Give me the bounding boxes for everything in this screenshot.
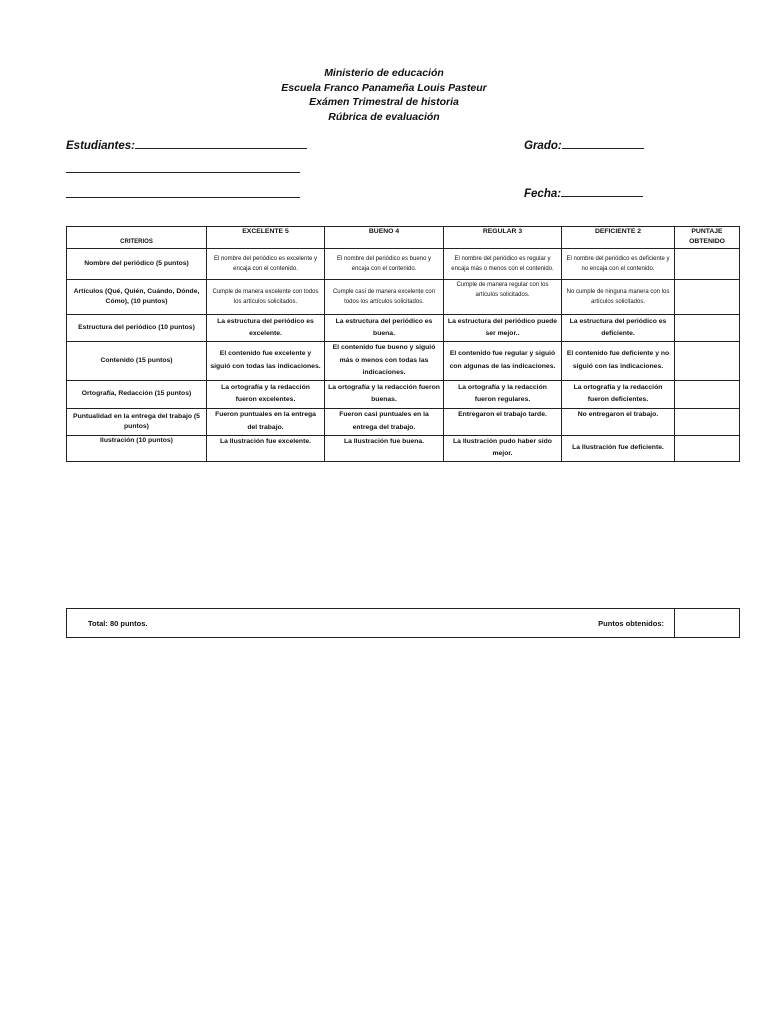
regular-cell: El nombre del periódico es regular y encaja más o menos con el contenido. <box>444 249 562 280</box>
grade-label: Grado: <box>524 140 562 152</box>
good-cell: Fueron casi puntuales en la entrega del trabajo. <box>325 408 444 435</box>
criterion-cell: Estructura del periódico (10 puntos) <box>67 315 207 342</box>
table-row <box>67 380 740 408</box>
students-extra-line-2[interactable] <box>66 197 300 198</box>
grade-field <box>524 138 644 152</box>
date-field <box>524 186 643 200</box>
points-obtained-label: Puntos obtenidos: <box>598 618 664 628</box>
excellent-cell: La Ilustración fue excelente. <box>207 435 325 461</box>
criterion-cell: Ilustración (10 puntos) <box>67 435 207 461</box>
ministry-title: Ministerio de educación <box>324 67 444 79</box>
students-label: Estudiantes: <box>66 140 136 152</box>
excellent-cell: La estructura del periódico es excelente. <box>207 315 325 342</box>
points-obtained-cell[interactable] <box>675 609 740 638</box>
good-cell: La Ilustración fue buena. <box>325 435 444 461</box>
score-cell[interactable] <box>675 249 740 280</box>
exam-title: Exámen Trimestral de historia <box>309 96 459 108</box>
deficient-cell: El contenido fue deficiente y no siguió con las indicaciones. <box>562 342 675 381</box>
table-row <box>67 435 740 461</box>
good-cell: La estructura del periódico es buena. <box>325 315 444 342</box>
students-field <box>66 138 307 152</box>
score-cell[interactable] <box>675 435 740 461</box>
good-cell: El nombre del periódico es bueno y encaja con el contenido. <box>325 249 444 280</box>
deficient-cell: La ortografía y la redacción fueron deficientes. <box>562 380 675 408</box>
rubric-title: Rúbrica de evaluación <box>328 110 440 123</box>
rubric-table <box>66 226 740 462</box>
score-cell[interactable] <box>675 342 740 381</box>
regular-header: REGULAR 3 <box>444 227 562 249</box>
date-label: Fecha: <box>524 188 562 200</box>
total-label-cell <box>67 609 675 638</box>
excellent-cell: La ortografía y la redacción fueron excelentes. <box>207 380 325 408</box>
excellent-cell: Cumple de manera excelente con todos los artículos solicitados. <box>207 280 325 315</box>
deficient-cell: El nombre del periódico es deficiente y no encaja con el contenido. <box>562 249 675 280</box>
header-row <box>67 227 740 249</box>
total-table <box>66 608 740 638</box>
score-cell[interactable] <box>675 315 740 342</box>
deficient-cell: La estructura del periódico es deficiente. <box>562 315 675 342</box>
criterion-cell: Nombre del periódico (5 puntos) <box>67 249 207 280</box>
total-row <box>67 609 740 638</box>
students-input-line[interactable] <box>135 138 307 149</box>
deficient-header: DEFICIENTE 2 <box>562 227 675 249</box>
criterion-cell: Ortografía, Redacción (15 puntos) <box>67 380 207 408</box>
deficient-cell: No entregaron el trabajo. <box>562 408 675 435</box>
grade-input-line[interactable] <box>562 138 644 149</box>
good-cell: La ortografía y la redacción fueron buenas. <box>325 380 444 408</box>
score-cell[interactable] <box>675 380 740 408</box>
excellent-cell: El contenido fue excelente y siguió con todas las indicaciones. <box>207 342 325 381</box>
score-cell[interactable] <box>675 280 740 315</box>
criterion-cell: Contenido (15 puntos) <box>67 342 207 381</box>
good-cell: El contenido fue bueno y siguió más o menos con todas las indicaciones. <box>325 342 444 381</box>
table-row <box>67 315 740 342</box>
criteria-header: CRITERIOS <box>67 227 207 249</box>
students-extra-line-1[interactable] <box>66 172 300 173</box>
deficient-cell: La Ilustración fue deficiente. <box>562 435 675 461</box>
score-cell[interactable] <box>675 408 740 435</box>
excellent-cell: Fueron puntuales en la entrega del trabajo. <box>207 408 325 435</box>
score-header: PUNTAJE OBTENIDO <box>675 227 740 249</box>
criterion-cell: Artículos (Qué, Quién, Cuándo, Dónde, Cómo), (10 puntos) <box>67 280 207 315</box>
table-row <box>67 280 740 315</box>
criterion-cell: Puntualidad en la entrega del trabajo (5 puntos) <box>67 408 207 435</box>
table-row <box>67 408 740 435</box>
good-header: BUENO 4 <box>325 227 444 249</box>
regular-cell: La ortografía y la redacción fueron regulares. <box>444 380 562 408</box>
excellent-header: EXCELENTE 5 <box>207 227 325 249</box>
regular-cell: La estructura del periódico puede ser mejor.. <box>444 315 562 342</box>
regular-cell: La Ilustración pudo haber sido mejor. <box>444 435 562 461</box>
date-input-line[interactable] <box>561 186 643 197</box>
total-points-label: Total: 80 puntos. <box>88 618 148 628</box>
table-row <box>67 249 740 280</box>
regular-cell: El contenido fue regular y siguió con algunas de las indicaciones. <box>444 342 562 381</box>
table-row <box>67 342 740 381</box>
document-header <box>0 66 768 124</box>
excellent-cell: El nombre del periódico es excelente y encaja con el contenido. <box>207 249 325 280</box>
regular-cell: Cumple de manera regular con los artículos solicitados. <box>444 280 562 315</box>
regular-cell: Entregaron el trabajo tarde. <box>444 408 562 435</box>
school-name: Escuela Franco Panameña Louis Pasteur <box>281 81 487 94</box>
deficient-cell: No cumple de ninguna manera con los artículos solicitados. <box>562 280 675 315</box>
good-cell: Cumple casi de manera excelente con todos los artículos solicitados. <box>325 280 444 315</box>
